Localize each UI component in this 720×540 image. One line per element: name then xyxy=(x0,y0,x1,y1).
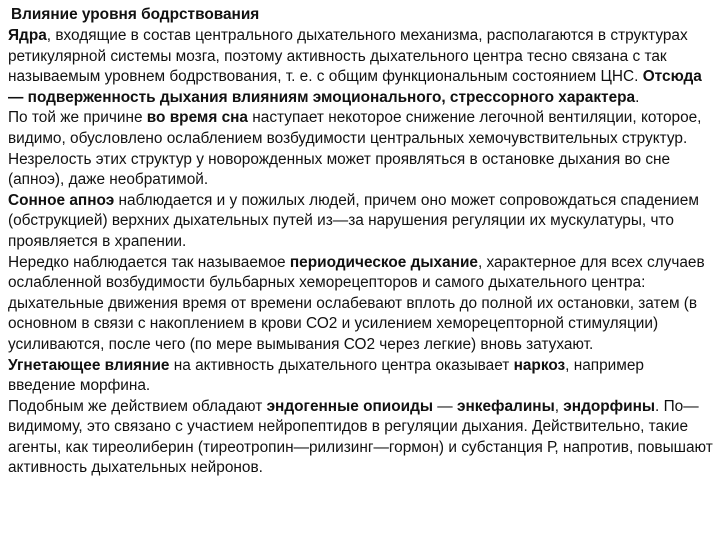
bold-text: Сонное апноэ xyxy=(8,191,115,209)
paragraph xyxy=(8,356,714,397)
body-text: , например введение морфина. xyxy=(8,356,644,395)
slide-title: Влияние уровня бодрствования xyxy=(11,6,260,23)
bold-text: Отсюда — подверженность дыхания влияниям эмоционального, стрессорного характера xyxy=(8,68,702,106)
bold-text: энкефалины xyxy=(456,397,555,415)
paragraph xyxy=(8,191,714,253)
bold-text: эндорфины xyxy=(563,397,656,415)
body-text: Подобным же действием обладают xyxy=(8,397,267,415)
body-text: наблюдается и у пожилых людей, причем оно может сопровождаться спадением (обструкцией) верхних дыхательных путей из—за нарушения регуляции их мускулатуры, что проявляется в храпении. xyxy=(8,191,699,250)
body-text: Нередко наблюдается так называемое xyxy=(8,253,290,271)
bold-text: периодическое дыхание xyxy=(289,253,478,271)
slide-body xyxy=(8,26,714,479)
body-text: . По—видимому, это связано с участием нейропептидов в регуляции дыхания. Действительно, такие агенты, как тиреолиберин (тиреотропин—рилизинг—гормон) и субстанция Р, напротив, повышают активность дыхательных нейронов. xyxy=(8,397,713,477)
body-text: , входящие в состав центрального дыхательного механизма, располагаются в структурах ретикулярной системы мозга, поэтому активность дыхательного центра тесно связана с так называемым уровнем бодрствования, т. е. с общим функциональным состоянием ЦНС. xyxy=(8,27,688,86)
body-text: По той же причине xyxy=(8,109,147,127)
body-text: , характерное для всех случаев ослабленной возбудимости бульбарных хеморецепторов и самого дыхательного центра: дыхательные движения время от времени ослабевают вплоть до полной их остановки, затем (в основном в связи с накоплением в крови СО2 и усилением хеморецепторной стимуляции) усиливаются, после чего (по мере вымывания СО2 через легкие) вновь затухают. xyxy=(8,253,705,353)
paragraph xyxy=(8,26,714,108)
body-text: — xyxy=(433,397,457,415)
bold-text: эндогенные опиоиды xyxy=(266,397,434,415)
bold-text: наркоз xyxy=(513,356,566,374)
body-text: . xyxy=(635,88,640,106)
paragraph xyxy=(8,397,714,479)
paragraph xyxy=(8,108,714,190)
paragraph xyxy=(8,253,714,356)
bold-text: Ядра xyxy=(8,27,47,44)
body-text: наступает некоторое снижение легочной вентиляции, которое, видимо, обусловлено ослаблением возбудимости центральных хемочувствительных структур. Незрелость этих структур у новорожденных может проявляться в остановке дыхания во сне (апноэ), даже необратимой. xyxy=(8,109,702,189)
body-text: на активность дыхательного центра оказывает xyxy=(169,356,514,374)
bold-text: во время сна xyxy=(146,109,248,127)
body-text: , xyxy=(554,397,564,415)
bold-text: Угнетающее влияние xyxy=(8,356,170,374)
